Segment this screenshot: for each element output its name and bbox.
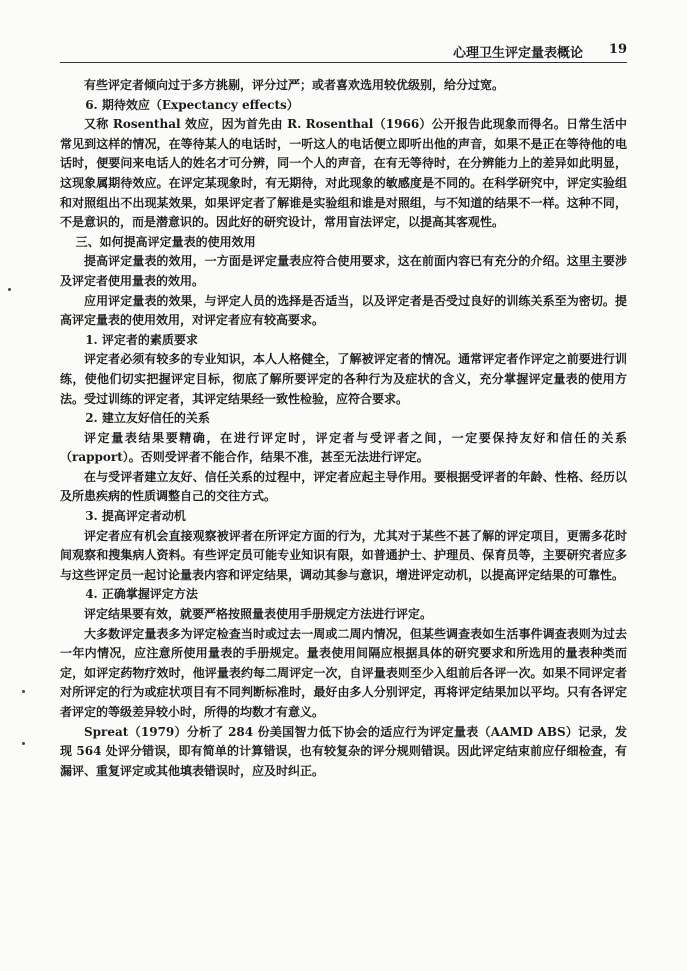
running-header-title: 心理卫生评定量表概论 bbox=[452, 46, 583, 61]
scan-mark bbox=[8, 288, 11, 291]
page-number: 19 bbox=[608, 42, 627, 57]
section-heading: 三、如何提高评定量表的使用效用 bbox=[75, 234, 256, 249]
paragraph: 应用评定量表的效果，与评定人员的选择是否适当，以及评定者是否受过良好的训练关系至为密切。提高评定量表的使用效用，对评定者应有较高要求。 bbox=[60, 293, 627, 328]
paragraph: 在与受评者建立友好、信任关系的过程中，评定者应起主导作用。要根据受评者的年龄、性格、经历以及所患疾病的性质调整自己的交往方式。 bbox=[60, 469, 627, 504]
paragraph: 提高评定量表的效用，一方面是评定量表应符合使用要求，这在前面内容已有充分的介绍。这里主要涉及评定者使用量表的效用。 bbox=[60, 254, 627, 288]
subsection-heading: 4. 正确掌握评定方法 bbox=[85, 587, 198, 602]
paragraph: 有些评定者倾向过于多方挑剔，评分过严；或者喜欢选用较优级别，给分过宽。 bbox=[84, 78, 505, 92]
scan-mark bbox=[22, 690, 25, 693]
subsection-heading: 2. 建立友好信任的关系 bbox=[85, 411, 210, 426]
paragraph: 又称 Rosenthal 效应，因为首先由 R. Rosenthal（1966）公开报告此现象而得名。日常生活中常见到这样的情况，在等待某人的电话时，一听这人的电话便立即听出他的声音，如果不是正在等待他的电话时，便要问来电话人的姓名才可分辨，同一个人的声音，在有无等待时，在分辨能力上的差异如此明显，这现象属期待效应。在评定某现象时，有无期待，对此现象的敏感度是不同的。在科学研究中，评定实验组和对照组出不出现某效果，如果评定者了解谁是实验组和谁是对照组，与不知道的结果不一样。这种不同，不是意识的，而是潜意识的。因此好的研究设计，常用盲法评定，以提高其客观性。 bbox=[60, 117, 627, 230]
paragraph: 评定量表结果要精确，在进行评定时，评定者与受评者之间，一定要保持友好和信任的关系（rapport）。否则受评者不能合作，结果不准，甚至无法进行评定。 bbox=[60, 430, 627, 465]
paragraph: Spreat（1979）分析了 284 份美国智力低下协会的适应行为评定量表（AAMD ABS）记录，发现 564 处评分错误，即有简单的计算错误，也有较复杂的评分规则错误。因此评定结束前应仔细检查，有漏评、重复评定或其他填表错误时，应及时纠正。 bbox=[60, 724, 627, 778]
paragraph: 评定者必须有较多的专业知识，本人人格健全，了解被评定者的情况。通常评定者作评定之前要进行训练，使他们切实把握评定目标，彻底了解所要评定的各种行为及症状的含义，充分掌握评定量表的使用方法。受过训练的评定者，其评定结果经一致性检验，应符合要求。 bbox=[60, 352, 627, 406]
subsection-heading: 6. 期待效应（Expectancy effects） bbox=[85, 97, 299, 112]
running-header bbox=[60, 38, 627, 63]
body-text bbox=[60, 76, 627, 781]
subsection-heading: 1. 评定者的素质要求 bbox=[85, 332, 198, 347]
paragraph: 评定者应有机会直接观察被评者在所评定方面的行为，尤其对于某些不甚了解的评定项目，更需多花时间观察和搜集病人资料。有些评定员可能专业知识有限，如普通护士、护理员、保育员等，主要研究者应多与这些评定员一起讨论量表内容和评定结果，调动其参与意识，增进评定动机，以提高评定结果的可靠性。 bbox=[60, 528, 627, 582]
scan-mark bbox=[22, 742, 25, 745]
paragraph: 大多数评定量表多为评定检查当时或过去一周或二周内情况，但某些调查表如生活事件调查表则为过去一年内情况，应注意所使用量表的手册规定。量表使用间隔应根据具体的研究要求和所选用的量表种类而定，如评定药物疗效时，他评量表约每二周评定一次，自评量表则至少入组前后各评一次。如果不同评定者对所评定的行为或症状项目有不同判断标准时，最好由多人分别评定，再将评定结果加以平均。只有各评定者评定的等级差异较小时，所得的均数才有意义。 bbox=[60, 626, 627, 719]
subsection-heading: 3. 提高评定者动机 bbox=[85, 509, 186, 524]
paragraph: 评定结果要有效，就要严格按照量表使用手册规定方法进行评定。 bbox=[84, 607, 433, 622]
